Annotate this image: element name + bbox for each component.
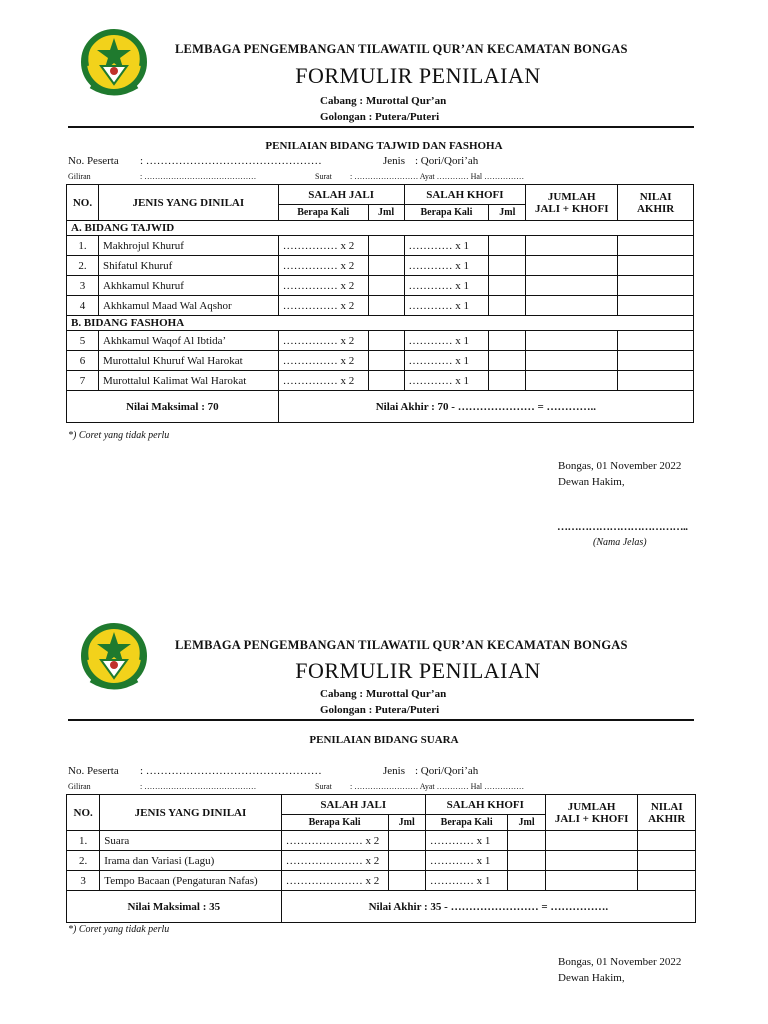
- khofi-count-field[interactable]: ………… x 1: [404, 236, 489, 256]
- jali-count-field[interactable]: …………… x 2: [278, 351, 368, 371]
- table-row: [67, 831, 696, 851]
- table-row: [67, 371, 694, 391]
- jali-count-field[interactable]: …………… x 2: [278, 296, 368, 316]
- row-no: 7: [67, 371, 99, 391]
- no-peserta-field[interactable]: : …………………………………………: [140, 155, 322, 167]
- nilai-cell[interactable]: [618, 276, 694, 296]
- header-nilai-akhir: NILAI AKHIR: [638, 795, 696, 831]
- khofi-count-field[interactable]: ………… x 1: [404, 276, 489, 296]
- header-jml-jali: Jml: [368, 205, 404, 221]
- jumlah-cell[interactable]: [526, 371, 618, 391]
- jumlah-cell[interactable]: [526, 236, 618, 256]
- nilai-akhir-field[interactable]: Nilai Akhir : 35 - …………………… = …………….: [281, 891, 695, 923]
- row-name: Tempo Bacaan (Pengaturan Nafas): [100, 871, 281, 891]
- header-nilai-akhir: NILAI AKHIR: [618, 185, 694, 221]
- row-no: 4: [67, 296, 99, 316]
- header-no: NO.: [67, 795, 100, 831]
- header-berapa-kali-jali: Berapa Kali: [281, 815, 388, 831]
- header-salah-khofi: SALAH KHOFI: [404, 185, 526, 205]
- jml-jali-cell[interactable]: [368, 236, 404, 256]
- header-salah-khofi: SALAH KHOFI: [425, 795, 545, 815]
- giliran-field[interactable]: : ……………………………………: [140, 172, 257, 181]
- jali-count-field[interactable]: ………………… x 2: [281, 831, 388, 851]
- nilai-cell[interactable]: [618, 351, 694, 371]
- golongan-label: Golongan : Putera/Puteri: [320, 111, 440, 123]
- jumlah-cell[interactable]: [545, 831, 638, 851]
- jml-jali-cell[interactable]: [388, 851, 425, 871]
- signature-role: Dewan Hakim,: [558, 972, 625, 984]
- jali-count-field[interactable]: …………… x 2: [278, 236, 368, 256]
- jml-khofi-cell[interactable]: [508, 831, 545, 851]
- jenis-label: Jenis: [383, 155, 405, 167]
- table-row: [67, 871, 696, 891]
- row-no: 5: [67, 331, 99, 351]
- row-name: Akhkamul Maad Wal Aqshor: [98, 296, 278, 316]
- cabang-label: Cabang : Murottal Qur’an: [320, 95, 447, 107]
- jumlah-cell[interactable]: [545, 871, 638, 891]
- header-jumlah: JUMLAH JALI + KHOFI: [526, 185, 618, 221]
- jenis-field[interactable]: : Qori/Qori’ah: [415, 155, 479, 167]
- row-name: Suara: [100, 831, 281, 851]
- organization-name: LEMBAGA PENGEMBANGAN TILAWATIL QUR’AN KECAMATAN BONGAS: [175, 638, 628, 652]
- jml-khofi-cell[interactable]: [508, 871, 545, 891]
- jml-khofi-cell[interactable]: [489, 236, 526, 256]
- header-no: NO.: [67, 185, 99, 221]
- table-row: [67, 276, 694, 296]
- jumlah-cell[interactable]: [526, 256, 618, 276]
- row-no: 3: [67, 871, 100, 891]
- nilai-akhir-field[interactable]: Nilai Akhir : 70 - ………………… = …………..: [278, 391, 693, 423]
- jml-jali-cell[interactable]: [388, 871, 425, 891]
- section-title: PENILAIAN BIDANG TAJWID DAN FASHOHA: [265, 140, 503, 152]
- jenis-label: Jenis: [383, 765, 405, 777]
- jml-khofi-cell[interactable]: [489, 296, 526, 316]
- golongan-label: Golongan : Putera/Puteri: [320, 704, 440, 716]
- header-jenis: JENIS YANG DINILAI: [98, 185, 278, 221]
- signature-date: Bongas, 01 November 2022: [558, 956, 682, 968]
- signature-line[interactable]: ………………………………..: [557, 521, 688, 533]
- row-no: 1.: [67, 831, 100, 851]
- jml-jali-cell[interactable]: [368, 351, 404, 371]
- row-name: Akhkamul Waqof Al Ibtida’: [98, 331, 278, 351]
- nilai-cell[interactable]: [618, 256, 694, 276]
- row-no: 2.: [67, 256, 99, 276]
- jml-khofi-cell[interactable]: [508, 851, 545, 871]
- khofi-count-field[interactable]: ………… x 1: [404, 351, 489, 371]
- form-title: FORMULIR PENILAIAN: [295, 63, 541, 88]
- jumlah-cell[interactable]: [526, 331, 618, 351]
- jml-jali-cell[interactable]: [368, 276, 404, 296]
- table-row: [67, 331, 694, 351]
- jali-count-field[interactable]: …………… x 2: [278, 276, 368, 296]
- jml-khofi-cell[interactable]: [489, 276, 526, 296]
- nilai-maksimal: Nilai Maksimal : 70: [67, 391, 279, 423]
- nilai-maksimal: Nilai Maksimal : 35: [67, 891, 282, 923]
- giliran-field[interactable]: : ……………………………………: [140, 782, 257, 791]
- nilai-cell[interactable]: [618, 371, 694, 391]
- row-name: Shifatul Khuruf: [98, 256, 278, 276]
- row-no: 2.: [67, 851, 100, 871]
- no-peserta-field[interactable]: : …………………………………………: [140, 765, 322, 777]
- khofi-count-field[interactable]: ………… x 1: [404, 371, 489, 391]
- row-no: 3: [67, 276, 99, 296]
- jml-jali-cell[interactable]: [368, 371, 404, 391]
- footnote: *) Coret yang tidak perlu: [68, 924, 170, 935]
- header-jenis: JENIS YANG DINILAI: [100, 795, 281, 831]
- jml-khofi-cell[interactable]: [489, 256, 526, 276]
- assessment-table: [66, 184, 694, 423]
- cabang-label: Cabang : Murottal Qur’an: [320, 688, 447, 700]
- nilai-cell[interactable]: [618, 331, 694, 351]
- header-jml-khofi: Jml: [489, 205, 526, 221]
- row-name: Akhkamul Khuruf: [98, 276, 278, 296]
- table-row: [67, 851, 696, 871]
- row-name: Murottalul Khuruf Wal Harokat: [98, 351, 278, 371]
- jali-count-field[interactable]: …………… x 2: [278, 256, 368, 276]
- table-row: [67, 296, 694, 316]
- khofi-count-field[interactable]: ………… x 1: [404, 296, 489, 316]
- row-name: Irama dan Variasi (Lagu): [100, 851, 281, 871]
- surat-field[interactable]: : …………………… Ayat ………… Hal ……………: [350, 782, 525, 791]
- organization-name: LEMBAGA PENGEMBANGAN TILAWATIL QUR’AN KECAMATAN BONGAS: [175, 42, 628, 56]
- table-row: [67, 236, 694, 256]
- surat-field[interactable]: : …………………… Ayat ………… Hal ……………: [350, 172, 525, 181]
- khofi-count-field[interactable]: ………… x 1: [425, 851, 508, 871]
- no-peserta-label: No. Peserta: [68, 765, 119, 777]
- table-row: [67, 256, 694, 276]
- jali-count-field[interactable]: …………… x 2: [278, 371, 368, 391]
- jml-jali-cell[interactable]: [368, 331, 404, 351]
- jenis-field[interactable]: : Qori/Qori’ah: [415, 765, 479, 777]
- header-berapa-kali-khofi: Berapa Kali: [404, 205, 489, 221]
- jumlah-cell[interactable]: [526, 351, 618, 371]
- row-no: 6: [67, 351, 99, 371]
- nilai-cell[interactable]: [638, 831, 696, 851]
- signature-date: Bongas, 01 November 2022: [558, 460, 682, 472]
- jumlah-cell[interactable]: [526, 296, 618, 316]
- jml-jali-cell[interactable]: [388, 831, 425, 851]
- nilai-cell[interactable]: [638, 871, 696, 891]
- giliran-label: Giliran: [68, 782, 91, 791]
- footnote: *) Coret yang tidak perlu: [68, 430, 170, 441]
- jml-jali-cell[interactable]: [368, 256, 404, 276]
- assessment-table: [66, 794, 696, 923]
- jml-khofi-cell[interactable]: [489, 331, 526, 351]
- header-berapa-kali-jali: Berapa Kali: [278, 205, 368, 221]
- surat-label: Surat: [315, 172, 332, 181]
- nilai-cell[interactable]: [618, 296, 694, 316]
- khofi-count-field[interactable]: ………… x 1: [404, 256, 489, 276]
- header-salah-jali: SALAH JALI: [278, 185, 404, 205]
- jali-count-field[interactable]: ………………… x 2: [281, 851, 388, 871]
- signature-role: Dewan Hakim,: [558, 476, 625, 488]
- surat-label: Surat: [315, 782, 332, 791]
- header-salah-jali: SALAH JALI: [281, 795, 425, 815]
- jali-count-field[interactable]: ………………… x 2: [281, 871, 388, 891]
- jali-count-field[interactable]: …………… x 2: [278, 331, 368, 351]
- jml-khofi-cell[interactable]: [489, 351, 526, 371]
- no-peserta-label: No. Peserta: [68, 155, 119, 167]
- khofi-count-field[interactable]: ………… x 1: [425, 871, 508, 891]
- nilai-cell[interactable]: [618, 236, 694, 256]
- row-name: Murottalul Kalimat Wal Harokat: [98, 371, 278, 391]
- section-tajwid: A. BIDANG TAJWID: [67, 221, 694, 236]
- khofi-count-field[interactable]: ………… x 1: [425, 831, 508, 851]
- giliran-label: Giliran: [68, 172, 91, 181]
- form-title: FORMULIR PENILAIAN: [295, 658, 541, 683]
- header-divider: [68, 719, 694, 721]
- jumlah-cell[interactable]: [526, 276, 618, 296]
- jml-jali-cell[interactable]: [368, 296, 404, 316]
- section-title: PENILAIAN BIDANG SUARA: [309, 734, 459, 746]
- nilai-cell[interactable]: [638, 851, 696, 871]
- header-jml-khofi: Jml: [508, 815, 545, 831]
- section-fashoha: B. BIDANG FASHOHA: [67, 316, 694, 331]
- table-row: [67, 351, 694, 371]
- header-berapa-kali-khofi: Berapa Kali: [425, 815, 508, 831]
- row-no: 1.: [67, 236, 99, 256]
- header-jumlah: JUMLAH JALI + KHOFI: [545, 795, 638, 831]
- signature-name-label: (Nama Jelas): [593, 537, 647, 548]
- jml-khofi-cell[interactable]: [489, 371, 526, 391]
- header-divider: [68, 126, 694, 128]
- khofi-count-field[interactable]: ………… x 1: [404, 331, 489, 351]
- jumlah-cell[interactable]: [545, 851, 638, 871]
- header-jml-jali: Jml: [388, 815, 425, 831]
- row-name: Makhrojul Khuruf: [98, 236, 278, 256]
